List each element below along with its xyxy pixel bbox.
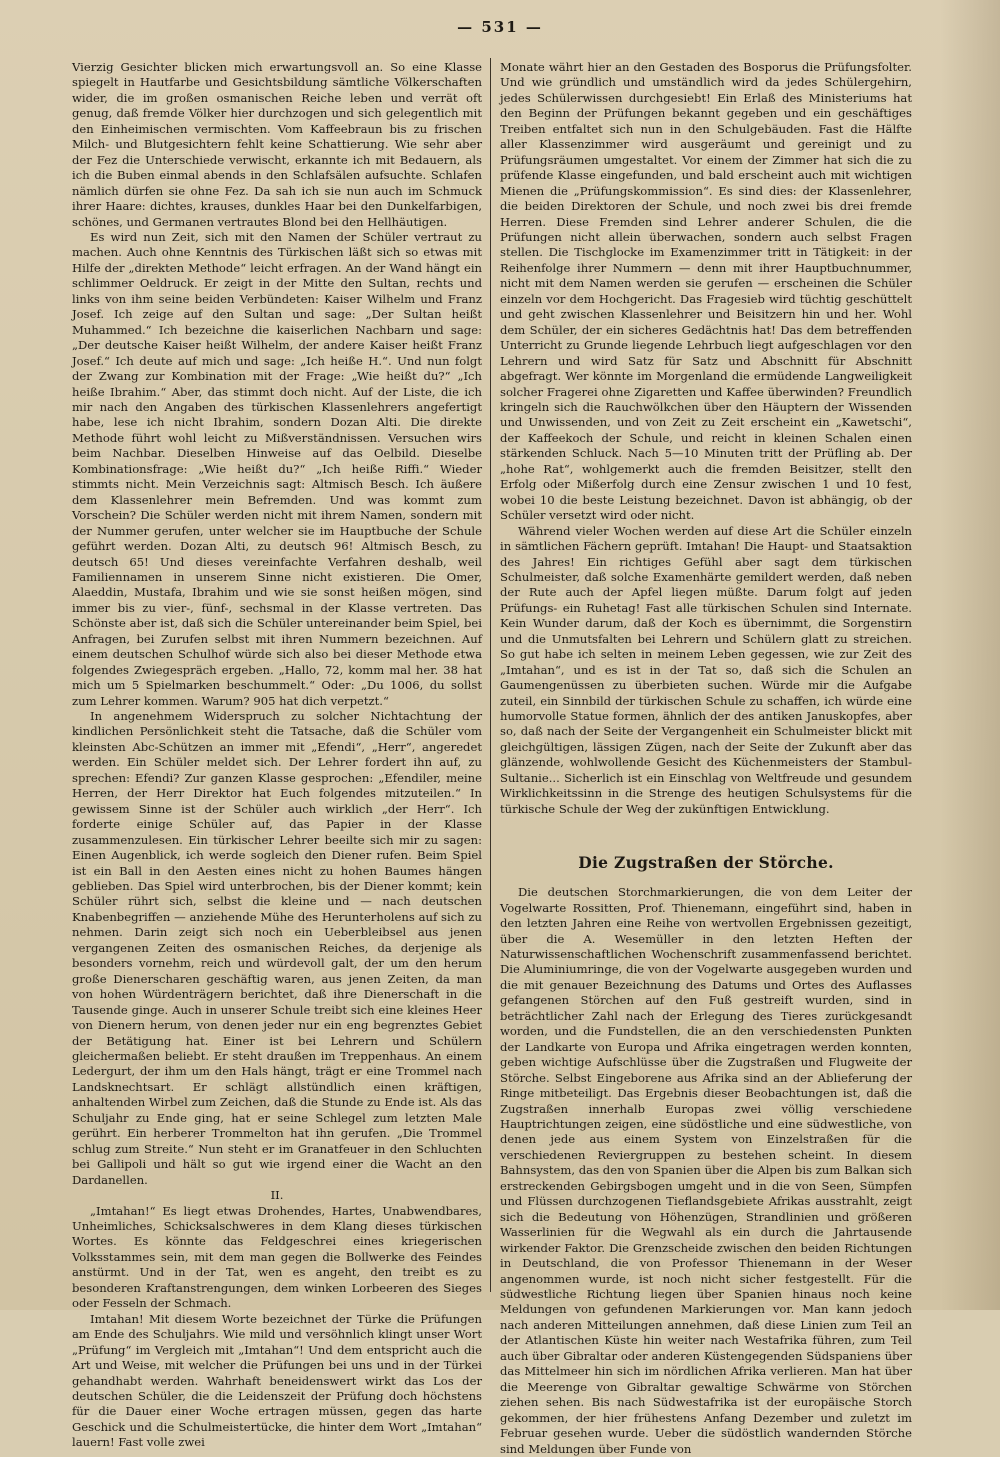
paragraph: „Imtahan!“ Es liegt etwas Drohendes, Hartes, Unabwendbares, Unheimliches, Schicksalschweres in dem Klang dieses türkischen Wortes. Es könnte das Feldgeschrei eines kriegerischen Volksstammes sein, mit dem man gegen die Bollwerke des Feindes anstürmt. Und in der Tat, wen es angeht, den treibt es zu besonderen Kraftanstrengungen, dem winken Lorbeeren des Sieges oder Fesseln der Schmach. (72, 1203, 482, 1311)
right-column (500, 60, 912, 1456)
paragraph: Monate währt hier an den Gestaden des Bosporus die Prüfungsfolter. Und wie gründlich und umständlich wird da jedes Schülergehirn, jedes Schülerwissen durchgesiebt! Ein Erlaß des Ministeriums hat den Beginn der Prüfungen bekannt gegeben und ein geschäftiges Treiben entfaltet sich nun in den Schulgebäuden. Fast die Hälfte aller Klassenzimmer wird ausgeräumt und gereinigt und zu Prüfungsräumen umgestaltet. Vor einem der Zimmer hat sich die zu prüfende Klasse eingefunden, und bald erscheint auch mit wichtigen Mienen die „Prüfungskommission“. Es sind dies: der Klassenlehrer, die beiden Direktoren der Schule, und noch zwei bis drei fremde Herren. Diese Fremden sind Lehrer anderer Schulen, die die Prüfungen nicht allein überwachen, sondern auch selbst Fragen stellen. Die Tischglocke im Examenzimmer tritt in Tätigkeit: in der Reihenfolge ihrer Nummern — denn mit ihrer Hauptbuchnummer, nicht mit dem Namen werden sie gerufen — erscheinen die Schüler einzeln vor dem Hochgericht. Das Fragesieb wird tüchtig geschüttelt und geht zwischen Klassenlehrer und Beisitzern hin und her. Wohl dem Schüler, der ein sicheres Gedächtnis hat! Das dem betreffenden Unterricht zu Grunde liegende Lehrbuch liegt aufgeschlagen vor den Lehrern und wird Satz für Satz und Abschnitt für Abschnitt abgefragt. Wer könnte im Morgenland die ermüdende Langweiligkeit solcher Fragerei ohne Zigaretten und Kaffee überwinden? Freundlich kringeln sich die Rauchwölkchen über den Häuptern der Wissenden und Unwissenden, und von Zeit zu Zeit erscheint ein „Kawetschi“, der Kaffeekoch der Schule, und reicht in kleinen Schalen einen stärkenden Schluck. Nach 5—10 Minuten tritt der Prüfling ab. Der „hohe Rat“, wohlgemerkt auch die fremden Beisitzer, stellt den Erfolg oder Mißerfolg durch eine Zensur zwischen 1 und 10 fest, wobei 10 die beste Leistung bezeichnet. Davon ist abhängig, ob der Schüler versetzt wird oder nicht. (500, 60, 912, 523)
article-heading: Die Zugstraßen der Störche. (578, 853, 834, 873)
column-divider (490, 58, 491, 1292)
paragraph: Während vieler Wochen werden auf diese Art die Schüler einzeln in sämtlichen Fächern geprüft. Imtahan! Die Haupt- und Staatsaktion des Jahres! Ein richtiges Gefühl aber sagt dem türkischen Schulmeister, daß solche Examenhärte gemildert werden, daß neben der Rute auch der Apfel liegen müßte. Darum folgt auf jeden Prüfungs- ein Ruhetag! Fast alle türkischen Schulen sind Internate. Kein Wunder darum, daß der Koch es übernimmt, die Sorgenstirn und die Unmutsfalten bei Lehrern und Schülern glatt zu streichen. So gut habe ich selten in meinem Leben gegessen, wie zur Zeit des „Imtahan“, und es ist in der Tat so, daß sich die Schulen an Gaumengenüssen zu überbieten suchen. Würde mir die Aufgabe zuteil, ein Sinnbild der türkischen Schule zu schaffen, ich würde eine humorvolle Statue formen, ähnlich der des antiken Januskopfes, aber so, daß nach der Seite der Vergangenheit ein Schulmeister blickt mit gleichgültigen, lässigen Zügen, nach der Seite der Zukunft aber das glänzende, wohlwollende Gesicht des Küchenmeisters der Stambul-Sultanie... Sicherlich ist ein Einschlag von Weltfreude und gesundem Wirklichkeitssinn in die Strenge des heutigen Schulsystems für die türkische Schule der Weg der zukünftigen Entwicklung. (500, 523, 912, 816)
paragraph: Die deutschen Storchmarkierungen, die von dem Leiter der Vogelwarte Rossitten, Prof. Thienemann, eingeführt sind, haben in den letzten Jahren eine Reihe von wertvollen Ergebnissen gezeitigt, über die A. Wesemüller in den letzten Heften der Naturwissenschaftlichen Wochenschrift zusammenfassend berichtet. Die Aluminiumringe, die von der Vogelwarte ausgegeben wurden und die mit genauer Bezeichnung des Datums und Ortes des Auflasses gefangenen Störchen auf den Fuß gestreift wurden, sind in beträchtlicher Zahl nach der Erlegung des Tieres zurückgesandt worden, und die Fundstellen, die an den verschiedensten Punkten der Landkarte von Europa und Afrika eingetragen werden konnten, geben wichtige Aufschlüsse über die Zugstraßen und Flugweite der Störche. Selbst Eingeborene aus Afrika sind an der Ablieferung der Ringe mitbeteiligt. Das Ergebnis dieser Beobachtungen ist, daß die Zugstraßen innerhalb Europas zwei völlig verschiedene Hauptrichtungen zeigen, eine südöstliche und eine südwestliche, von denen jede aus einem System von Einzelstraßen für die verschiedenen Reviergruppen zu bestehen scheint. In diesem Bahnsystem, das den von Spanien über die Alpen bis zum Balkan sich erstreckenden Gebirgsbogen umgeht und in die von Seen, Sümpfen und Flüssen durchzogenen Tieflandsgebiete Afrikas ausstrahlt, zeigt sich die Bedeutung von Höhenzügen, Strandlinien und größeren Wasserlinien für die Wegwahl als ein durch die Jahrtausende wirkender Faktor. Die Grenzscheide zwischen den beiden Richtungen in Deutschland, die von Professor Thienemann in der Weser angenommen wurde, ist noch nicht sicher festgestellt. Für die südwestliche Richtung liegen über Spanien hinaus noch keine Meldungen von gefundenen Markierungen vor. Man kann jedoch nach anderen Mitteilungen annehmen, daß diese Linien zum Teil an der Atlantischen Küste hin weiter nach Westafrika führen, zum Teil auch über Gibraltar oder anderen Küstengegenden Südspaniens über das Mittelmeer hin sich im nördlichen Afrika verlieren. Man hat über die Meerenge von Gibraltar gewaltige Schwärme von Störchen ziehen sehen. Bis nach Südwestafrika ist der europäische Storch gekommen, der hier frühestens Anfang Dezember und zuletzt im Februar gesehen wurde. Ueber die südöstlich wandernden Störche sind Meldungen über Funde von (500, 885, 912, 1456)
paragraph: In angenehmem Widerspruch zu solcher Nichtachtung der kindlichen Persönlichkeit steht die Tatsache, daß die Schüler vom kleinsten Abc-Schützen an immer mit „Efendi“, „Herr“, angeredet werden. Ein Schüler meldet sich. Der Lehrer fordert ihn auf, zu sprechen: Efendi? Zur ganzen Klasse gesprochen: „Efendiler, meine Herren, der Herr Direktor hat Euch folgendes mitzuteilen.“ In gewissem Sinne ist der Schüler auch wirklich „der Herr“. Ich forderte einige Schüler auf, das Papier in der Klasse zusammenzulesen. Ein türkischer Lehrer beeilte sich mir zu sagen: Einen Augenblick, ich werde sogleich den Diener rufen. Beim Spiel ist ein Ball in den Aesten eines nicht zu hohen Baumes hängen geblieben. Das Spiel wird unterbrochen, bis der Diener kommt; kein Schüler rührt sich, selbst die kleine und — nach deutschen Knabenbegriffen — anziehende Mühe des Herunterholens auf sich zu nehmen. Darin zeigt sich noch ein Ueberbleibsel aus jenen vergangenen Zeiten des osmanischen Reiches, da derjenige als besonders vornehm, reich und würdevoll galt, der um den herum große Dienerscharen geschäftig waren, aus jenen Zeiten, da man von hohen Würdenträgern berichtet, daß ihre Dienerschaft in die Tausende ginge. Auch in unserer Schule treibt sich eine kleines Heer von Dienern herum, von denen jeder nur ein eng begrenztes Gebiet der Betätigung hat. Einer ist bei Lehrern und Schülern gleichermaßen beliebt. Er steht draußen im Treppenhaus. An einem Ledergurt, der ihm um den Hals hängt, trägt er eine Trommel nach Landsknechtsart. Er schlägt allstündlich einen kräftigen, anhaltenden Wirbel zum Zeichen, daß die Stunde zu Ende ist. Als das Schuljahr zu Ende ging, hat er seine Schlegel zum letzten Male gerührt. Ein herberer Trommelton hat ihn gerufen. „Die Trommel schlug zum Streite.“ Nun steht er im Granatfeuer in den Schluchten bei Gallipoli und hält so gut wie irgend einer die Wacht an den Dardanellen. (72, 709, 482, 1187)
section-number: II. (270, 1188, 284, 1203)
page-edge-shadow (940, 0, 1000, 1310)
left-column (72, 60, 482, 1450)
page-number: — 531 — (457, 18, 543, 36)
paragraph: Imtahan! Mit diesem Worte bezeichnet der Türke die Prüfungen am Ende des Schuljahrs. Wie mild und versöhnlich klingt unser Wort „Prüfung“ im Vergleich mit „Imtahan“! Und dem entspricht auch die Art und Weise, mit welcher die Prüfungen bei uns und in der Türkei gehandhabt werden. Wahrhaft beneidenswert wirkt das Los der deutschen Schüler, die die Leidenszeit der Prüfung doch höchstens für die Dauer einer Woche ertragen müssen, gegen das harte Geschick und die Schulmeistertücke, die hinter dem Wort „Imtahan“ lauern! Fast volle zwei (72, 1311, 482, 1450)
paragraph: Vierzig Gesichter blicken mich erwartungsvoll an. So eine Klasse spiegelt in Hautfarbe und Gesichtsbildung sämtliche Völkerschaften wider, die im großen osmanischen Reiche leben und verrät oft genug, daß fremde Völker hier durchzogen und sich gelegentlich mit den Einheimischen vermischten. Vom Kaffeebraun bis zu frischen Milch- und Blutgesichtern fehlt keine Schattierung. Wie sehr aber der Fez die Unterschiede verwischt, erkannte ich mit Bedauern, als ich die Buben einmal abends in den Schlafsälen aufsuchte. Schlafen nämlich dürfen sie ohne Fez. Da sah ich sie nun auch im Schmuck ihrer Haare: dichtes, krauses, dunkles Haar bei den Dunkelfarbigen, schönes, und Germanen vertrautes Blond bei den Hellhäutigen. (72, 60, 482, 229)
paragraph: Es wird nun Zeit, sich mit den Namen der Schüler vertraut zu machen. Auch ohne Kenntnis des Türkischen läßt sich so etwas mit Hilfe der „direkten Methode“ leicht erfragen. An der Wand hängt ein schlimmer Oeldruck. Er zeigt in der Mitte den Sultan, rechts und links von ihm seine beiden Verbündeten: Kaiser Wilhelm und Franz Josef. Ich zeige auf den Sultan und sage: „Der Sultan heißt Muhammed.“ Ich bezeichne die kaiserlichen Nachbarn und sage: „Der deutsche Kaiser heißt Wilhelm, der andere Kaiser heißt Franz Josef.“ Ich deute auf mich und sage: „Ich heiße H.“. Und nun folgt der Zwang zur Kombination mit der Frage: „Wie heißt du?“ „Ich heiße Ibrahim.“ Aber, das stimmt doch nicht. Auf der Liste, die ich mir nach den Angaben des türkischen Klassenlehrers angefertigt habe, lese ich nicht Ibrahim, sondern Dozan Alti. Die direkte Methode führt wohl leicht zu Mißverständnissen. Versuchen wirs beim Nachbar. Dieselben Hinweise auf das Oelbild. Dieselbe Kombinationsfrage: „Wie heißt du?“ „Ich heiße Riffi.“ Wieder stimmts nicht. Mein Verzeichnis sagt: Altmisch Besch. Ich äußere dem Klassenlehrer mein Befremden. Und was kommt zum Vorschein? Die Schüler werden nicht mit ihrem Namen, sondern mit der Nummer gerufen, unter welcher sie im Hauptbuche der Schule geführt werden. Dozan Alti, zu deutsch 96! Altmisch Besch, zu deutsch 65! Und dieses vereinfachte Verfahren deshalb, weil Familiennamen in unserem Sinne nicht existieren. Die Omer, Alaeddin, Mustafa, Ibrahim und wie sie sonst heißen mögen, sind immer bis zu vier-, fünf-, sechsmal in der Klasse vertreten. Das Schönste aber ist, daß sich die Schüler untereinander beim Spiel, bei Anfragen, bei Zurufen selbst mit ihren Nummern bezeichnen. Auf einem deutschen Schulhof würde sich also bei dieser Methode etwa folgendes Zwiegespräch ergeben. „Hallo, 72, komm mal her. 38 hat mich um 5 Spielmarken beschummelt.“ Oder: „Du 1006, du sollst zum Lehrer kommen. Warum? 905 hat dich verpetzt.“ (72, 229, 482, 708)
